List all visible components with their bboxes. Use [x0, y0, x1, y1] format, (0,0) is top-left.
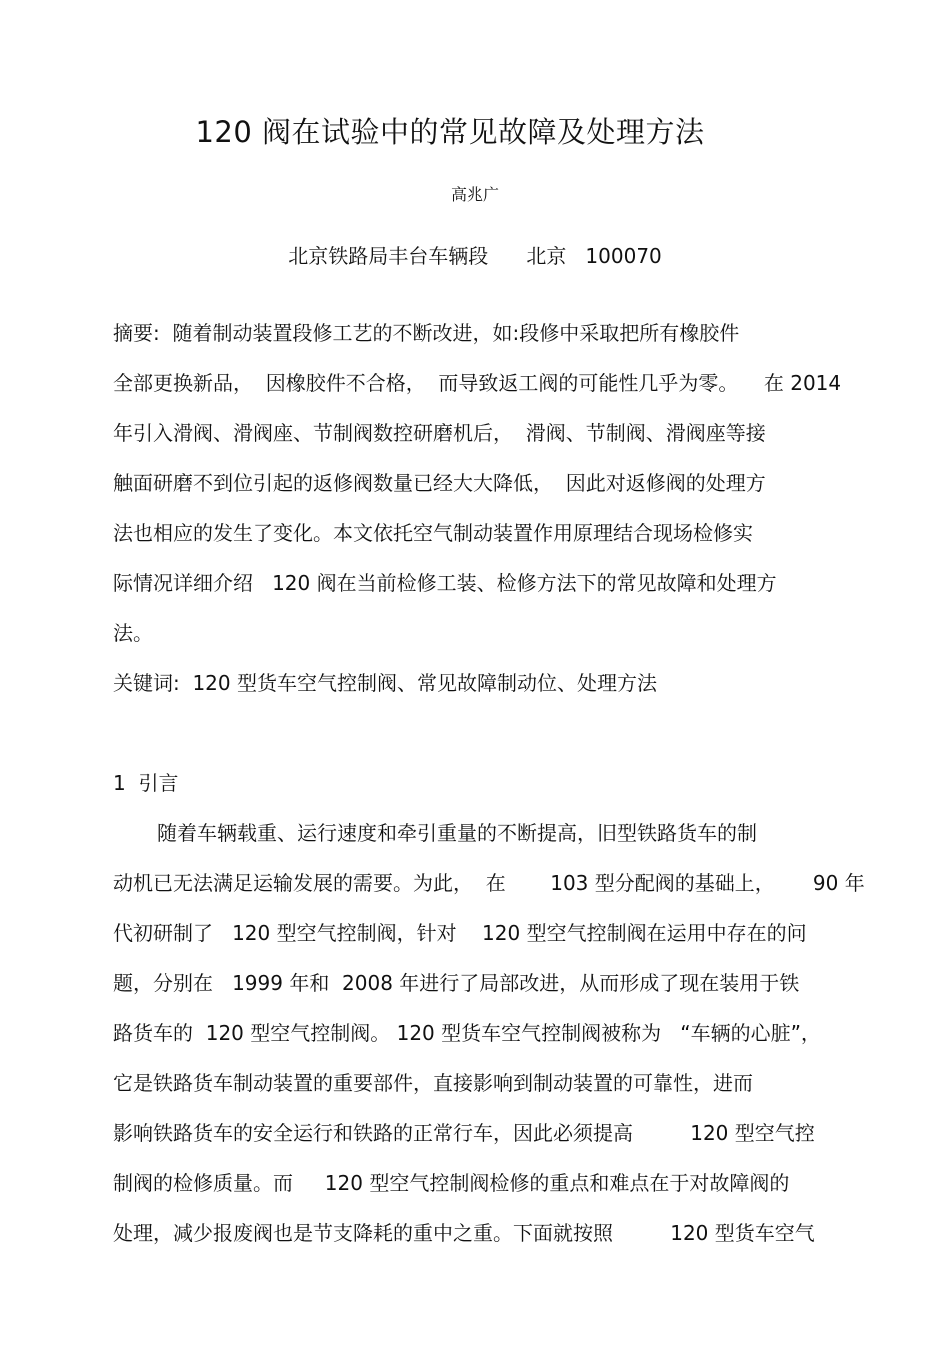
- body-line: 处理，减少报废阀也是节支降耗的重中之重。下面就按照 120 型货车空气: [113, 1221, 815, 1245]
- abstract-line: 全部更换新品， 因橡胶件不合格， 而导致返工阀的可能性几乎为零。 在 2014: [113, 371, 842, 395]
- keywords: 关键词: 120 型货车空气控制阀、常见故障制动位、处理方法: [113, 671, 657, 695]
- abstract-line: 年引入滑阀、滑阀座、节制阀数控研磨机后， 滑阀、节制阀、滑阀座等接: [113, 421, 766, 445]
- body-line: 题，分别在 1999 年和 2008 年进行了局部改进，从而形成了现在装用于铁: [113, 971, 800, 995]
- abstract-line: 际情况详细介绍 120 阀在当前检修工装、检修方法下的常见故障和处理方: [113, 571, 777, 595]
- section-heading: 1 引言: [113, 771, 179, 795]
- body-line: 制阀的检修质量。而 120 型空气控制阀检修的重点和难点在于对故障阀的: [113, 1171, 790, 1195]
- body-line: 代初研制了 120 型空气控制阀，针对 120 型空气控制阀在运用中存在的问: [113, 921, 807, 945]
- abstract-line: 触面研磨不到位引起的返修阀数量已经大大降低， 因此对返修阀的处理方: [113, 471, 766, 495]
- abstract-line: 摘要: 随着制动装置段修工艺的不断改进，如:段修中采取把所有橡胶件: [113, 321, 740, 345]
- author-affiliation: 北京铁路局丰台车辆段 北京 100070: [288, 244, 662, 268]
- paper-title: 120 阀在试验中的常见故障及处理方法: [195, 115, 705, 149]
- body-line: 动机已无法满足运输发展的需要。为此， 在 103 型分配阀的基础上， 90 年: [113, 871, 865, 895]
- body-line: 它是铁路货车制动装置的重要部件，直接影响到制动装置的可靠性，进而: [113, 1071, 753, 1095]
- body-line: 路货车的 120 型空气控制阀。 120 型货车空气控制阀被称为 “车辆的心脏”，: [113, 1021, 821, 1045]
- body-line: 影响铁路货车的安全运行和铁路的正常行车，因此必须提高 120 型空气控: [113, 1121, 815, 1145]
- body-line: 随着车辆载重、运行速度和牵引重量的不断提高，旧型铁路货车的制: [157, 821, 757, 845]
- abstract-line: 法。: [113, 621, 153, 645]
- author-name: 高兆广: [450, 185, 499, 204]
- abstract-line: 法也相应的发生了变化。本文依托空气制动装置作用原理结合现场检修实: [113, 521, 753, 545]
